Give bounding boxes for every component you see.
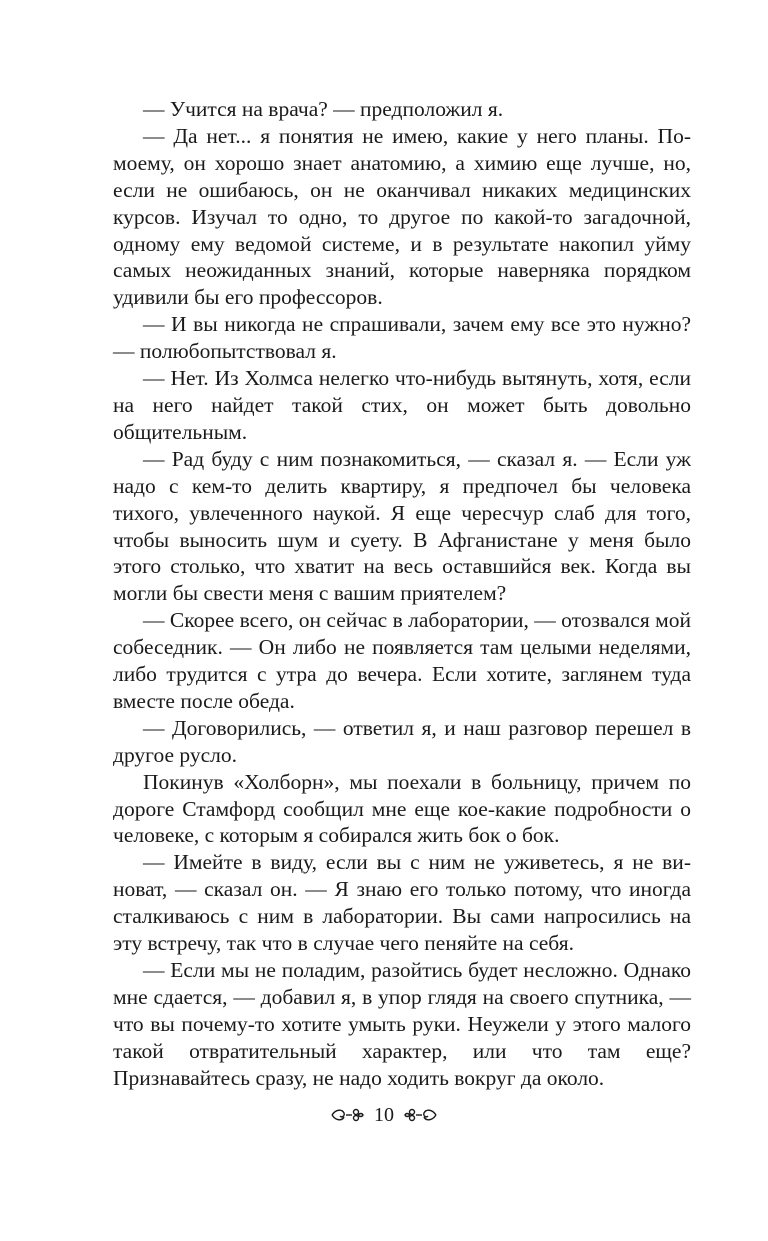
page-body [113, 96, 691, 1092]
ornament-right-icon [404, 1106, 438, 1124]
paragraph-9: — Имейте в виду, если вы с ним не уживетесь, я не виноват, — сказал он. — Я знаю его только потому, что иногда сталкиваюсь с ним в лаборатории. Вы сами напросились на эту встречу, так что в случае чего пеняйте на себя. [113, 850, 691, 956]
paragraph-10: — Если мы не поладим, разойтись будет несложно. Однако мне сдается, — добавил я, в упор глядя на своего спутника, — что вы почему-то хотите умыть руки. Неужели у этого малого такой отвратительный характер, или что там еще? Признавайтесь сразу, не надо ходить вокруг да около. [113, 958, 691, 1090]
paragraph-1: — Учится на врача? — предположил я. [143, 97, 504, 121]
page-number: 10 [374, 1104, 394, 1126]
page-footer [0, 1102, 768, 1128]
paragraph-4: — Нет. Из Холмса нелегко что-нибудь вытянуть, хотя, если на него найдет такой стих, он может быть довольно общительным. [113, 366, 691, 444]
paragraph-6: — Скорее всего, он сейчас в лаборатории, — отозвался мой собеседник. — Он либо не появляется там целыми неделями, либо трудится с утра до вечера. Если хотите, заглянем туда вместе после обеда. [113, 608, 691, 713]
paragraph-3: — И вы никогда не спрашивали, зачем ему все это нужно? — полюбопытствовал я. [113, 312, 691, 364]
ornament-left-icon [330, 1106, 364, 1124]
paragraph-5: — Рад буду с ним познакомиться, — сказал я. — Если уж надо с кем-то делить квартиру, я предпочел бы человека тихого, увлеченного наукой. Я еще чересчур слаб для того, чтобы выносить шум и суету. В Афганистане у меня было этого столько, что хватит на весь оставшийся век. Когда вы могли бы свести меня с вашим приятелем? [113, 446, 691, 606]
paragraph-7: — Договорились, — ответил я, и наш разговор перешел в другое русло. [113, 715, 691, 767]
paragraph-8: Покинув «Холборн», мы поехали в больницу, причем по дороге Стамфорд сообщил мне еще кое-какие подробности о человеке, с которым я собирался жить бок о бок. [113, 769, 691, 848]
paragraph-2: — Да нет... я понятия не имею, какие у него планы. Помоему, он хорошо знает анатомию, а химию еще лучше, но, если не ошибаюсь, он не оканчивал никаких медицинских курсов. Изучал то одно, то другое по какой-то загадочной, одному ему ведомой системе, и в результате накопил уйму самых неожиданных знаний, которые наверняка порядком удивили бы его профессоров. [113, 123, 691, 310]
